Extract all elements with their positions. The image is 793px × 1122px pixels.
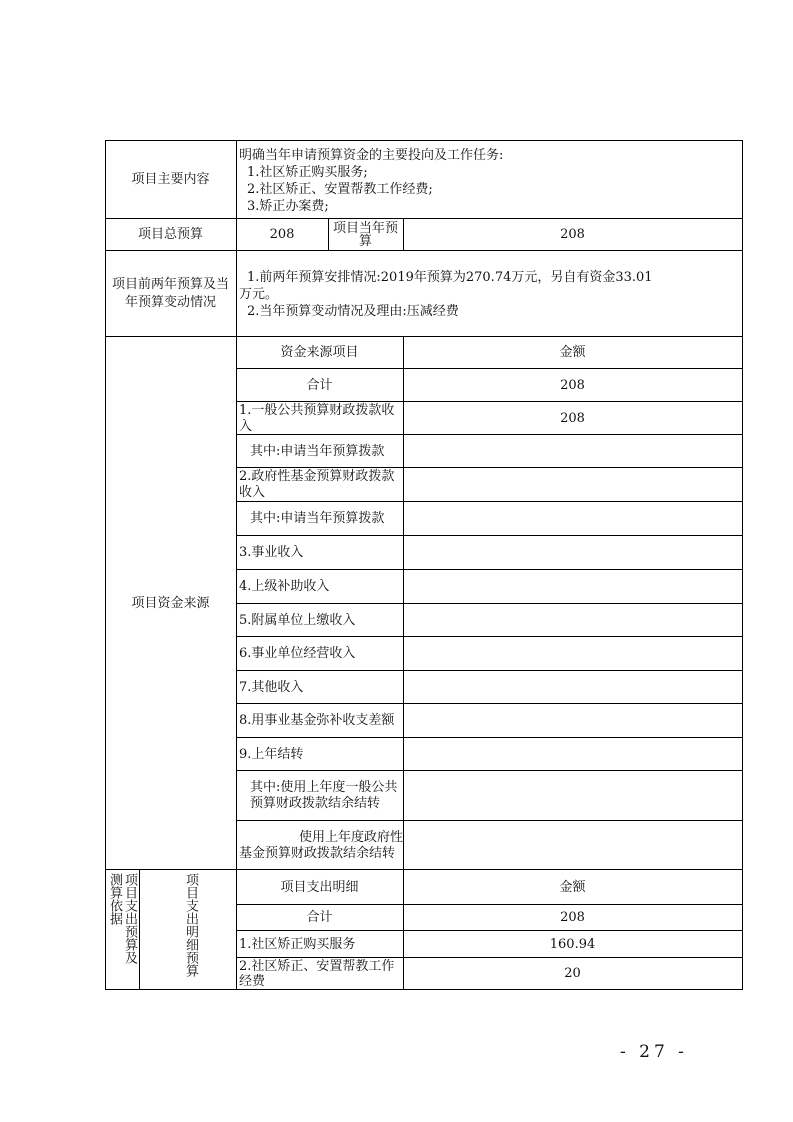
hline: [236, 930, 743, 931]
funding-row-item: 9.上年结转: [239, 746, 304, 762]
vline: [105, 140, 106, 990]
hline: [236, 957, 743, 958]
expense-col-amount: 金额: [559, 879, 586, 895]
vline: [403, 218, 404, 251]
expense-outer-label: [105, 870, 139, 990]
total-budget-value: 208: [269, 227, 295, 242]
hline: [105, 336, 743, 337]
main-content-item-2: 2.社区矫正、安置帮教工作经费;: [247, 182, 433, 197]
hline: [236, 670, 743, 671]
funding-row-amount: [403, 435, 742, 468]
current-budget-label: 项目当年预算: [332, 221, 398, 249]
hline: [236, 820, 743, 821]
hline: [105, 140, 743, 141]
main-content-item-3: 3.矫正办案费;: [247, 199, 329, 214]
expense-row-item: 合计: [306, 910, 333, 925]
funding-row-item: 合计: [306, 377, 333, 393]
hline: [105, 250, 743, 251]
prior-years-line-1: 1.前两年预算安排情况:2019年预算为270.74万元，另自有资金33.01: [247, 270, 653, 285]
funding-row-amount: [403, 604, 742, 637]
prior-years-line-3: 2.当年预算变动情况及理由:压减经费: [247, 304, 459, 319]
funding-row-item: 8.用事业基金弥补收支差额: [239, 713, 395, 728]
funding-row-item: 1.一般公共预算财政拨款收入: [239, 402, 395, 434]
expense-inner-label: [139, 870, 236, 990]
expense-outer-label-col2: 测算依据: [107, 873, 122, 925]
vline: [139, 869, 140, 990]
hline: [236, 904, 743, 905]
hline: [236, 603, 743, 604]
funding-row-item: 4.上级补助收入: [239, 579, 330, 594]
hline: [236, 737, 743, 738]
funding-label: 项目资金来源: [131, 595, 210, 611]
hline: [236, 401, 743, 402]
hline: [236, 703, 743, 704]
funding-row-amount: [403, 738, 742, 771]
vline: [236, 140, 237, 990]
page-number: - 27 -: [620, 1042, 688, 1062]
expense-inner-label-text: 项目支出明细预算: [183, 873, 198, 977]
hline: [236, 501, 743, 502]
total-budget-label: 项目总预算: [137, 227, 203, 242]
hline: [236, 535, 743, 536]
funding-row-item: 7.其他收入: [239, 679, 304, 695]
hline: [105, 869, 743, 870]
funding-row-item: 其中:申请当年预算拨款: [250, 511, 385, 526]
funding-row-item: 5.附属单位上缴收入: [239, 612, 356, 628]
hline: [236, 368, 743, 369]
hline: [105, 989, 743, 990]
funding-row-amount: [403, 771, 742, 821]
funding-row-item: 使用上年度政府性基金预算财政拨款结余结转: [239, 829, 404, 861]
main-content-text: [236, 141, 742, 219]
main-content-label: 项目主要内容: [131, 172, 210, 187]
funding-row-amount: [403, 570, 742, 604]
prior-years-line-2: 万元。: [239, 287, 279, 302]
current-budget-value: 208: [560, 227, 585, 242]
expense-row-item: 1.社区矫正购买服务: [239, 936, 356, 952]
funding-row-amount: [403, 637, 742, 671]
expense-row-amount: 20: [564, 966, 581, 981]
prior-years-text: [236, 251, 742, 337]
funding-row-item: 其中:使用上年度一般公共预算财政拨款结余结转: [250, 780, 398, 811]
expense-row-amount: 160.94: [549, 936, 596, 952]
funding-row-amount: [403, 704, 742, 738]
vline: [328, 218, 329, 251]
funding-row-amount: 208: [560, 410, 585, 426]
funding-row-item: 6.事业单位经营收入: [239, 646, 356, 661]
expense-outer-label-col1: 项目支出预算及: [122, 873, 137, 964]
funding-row-amount: [403, 536, 742, 570]
main-content-intro: 明确当年申请预算资金的主要投向及工作任务:: [239, 148, 504, 163]
hline: [236, 569, 743, 570]
expense-row-item: 2.社区矫正、安置帮教工作经费: [239, 959, 395, 989]
hline: [236, 636, 743, 637]
funding-col-item: 资金来源项目: [280, 345, 359, 360]
funding-row-amount: [403, 468, 742, 502]
hline: [236, 467, 743, 468]
funding-row-item: 其中:申请当年预算拨款: [250, 443, 385, 459]
hline: [236, 770, 743, 771]
hline: [105, 218, 743, 219]
funding-col-amount: 金额: [559, 345, 586, 360]
expense-row-amount: 208: [560, 910, 585, 925]
funding-row-item: 2.政府性基金预算财政拨款收入: [239, 469, 395, 500]
funding-row-amount: [403, 671, 742, 704]
funding-row-amount: 208: [560, 377, 585, 393]
hline: [236, 434, 743, 435]
funding-row-amount: [403, 821, 742, 870]
funding-row-amount: [403, 502, 742, 536]
vline: [742, 140, 743, 990]
expense-col-item: 项目支出明细: [280, 879, 359, 895]
main-content-item-1: 1.社区矫正购买服务;: [247, 165, 368, 180]
prior-years-label: 项目前两年预算及当年预算变动情况: [111, 277, 229, 310]
vline: [403, 336, 404, 990]
funding-row-item: 3.事业收入: [239, 545, 304, 560]
